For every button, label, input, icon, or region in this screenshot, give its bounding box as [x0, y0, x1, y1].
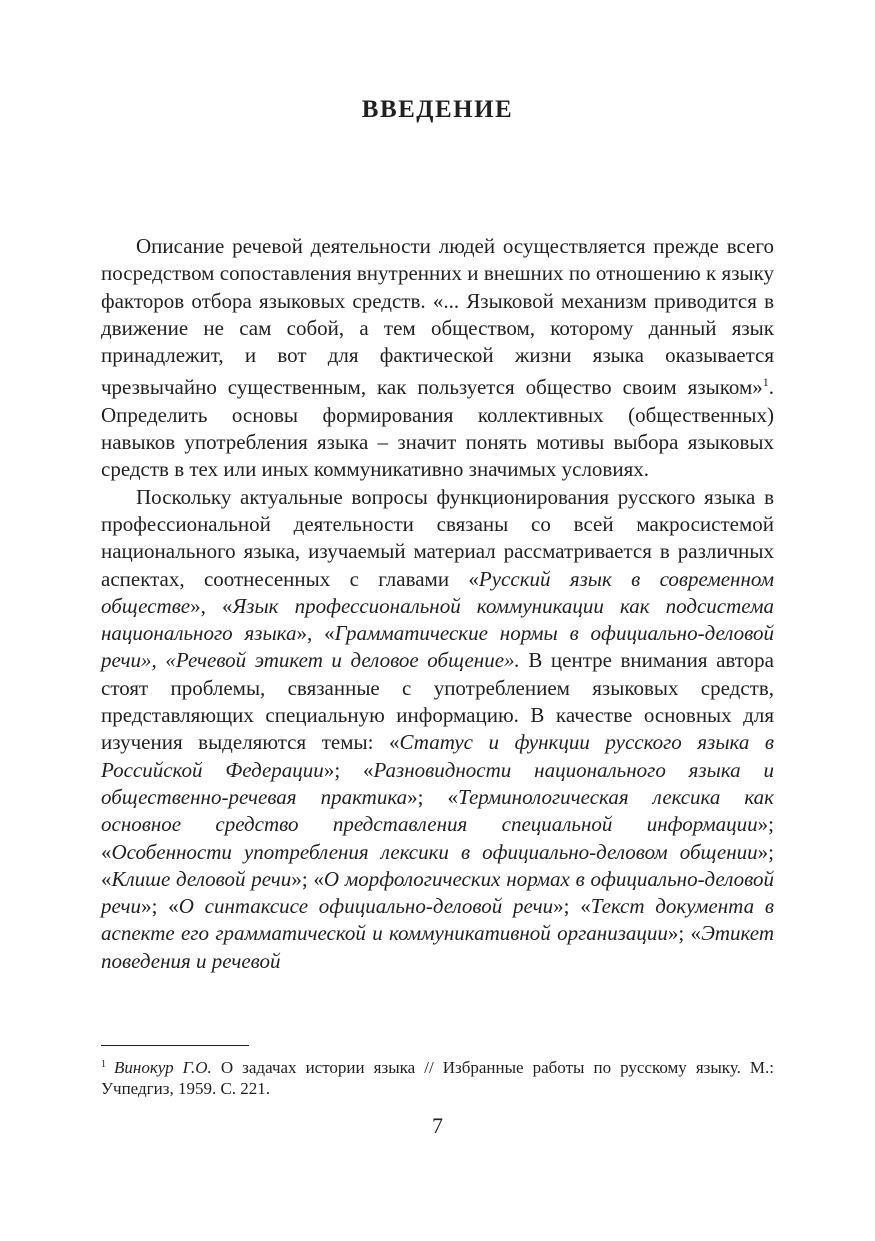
italic-topic-text: О синтаксисе официально-деловой речи — [178, 894, 554, 919]
paragraph-2-text: »; « — [291, 866, 324, 891]
footnote-divider — [101, 1045, 249, 1046]
footnote-text: О задачах истории языка // Избранные работы по русскому языку. М.: Учпедгиз, 1959. С. 221. — [101, 1058, 775, 1098]
page-number: 7 — [432, 1113, 443, 1138]
paragraph-2-text: », « — [190, 593, 233, 618]
paragraph-2-text: Поскольку актуальные вопросы функционирования русского языка в профессиональной деятельности связаны со всей макросистемой национального языка, изучаемый материал рассматривается в различных аспектах, соотнесенных с главами « — [101, 484, 774, 591]
paragraph-2-text: »; « — [101, 812, 774, 864]
italic-topic-text: Грамматические нормы в официально-деловой речи», «Речевой этикет и деловое общение». — [101, 621, 775, 673]
main-text — [101, 233, 774, 975]
italic-topic-text: Русский язык в современном обществе — [101, 566, 774, 618]
footnote — [101, 1054, 774, 1099]
italic-topic-text: Клише деловой речи — [111, 866, 292, 891]
paragraph-2-text: »; « — [141, 894, 179, 919]
italic-topic-text: Особенности употребления лексики в официально-деловом общении — [111, 839, 758, 864]
footnote-mark: 1 — [101, 1059, 106, 1070]
paragraph-2-text: »; « — [407, 784, 459, 809]
italic-topic-text: Статус и функции русского языка в Российской Федерации — [101, 730, 774, 782]
paragraph-2-text: »; « — [323, 757, 374, 782]
italic-topic-text: Текст документа в аспекте его грамматической и коммуникативной организации — [101, 894, 774, 946]
paragraph-2-text: »; « — [667, 921, 702, 946]
chapter-title: ВВЕДЕНИЕ — [361, 96, 514, 123]
italic-topic-text: Этикет поведения и речевой — [101, 921, 774, 973]
paragraph-1 — [101, 233, 774, 484]
italic-topic-text: Разновидности национального языка и общественно-речевая практика — [101, 757, 775, 809]
paragraph-1-text-continued: . Определить основы формирования коллективных (общественных) навыков употребления языка – значит понять мотивы выбора языковых средств в тех или иных коммуникативно значимых условиях. — [101, 375, 774, 482]
footnote-author: Винокур Г.О. — [114, 1058, 212, 1077]
paragraph-2-text: В центре внимания автора стоят проблемы, связанные с употреблением языковых средств, представляющих специальную информацию. В качестве основных для изучения выделяются темы: « — [101, 648, 774, 755]
paragraph-2-text: »; « — [553, 894, 591, 919]
paragraph-1-text: Описание речевой деятельности людей осуществляется прежде всего посредством сопоставления внутренних и внешних по отношению к языку факторов отбора языковых средств. «... Языковой механизм приводится в движение не сам собой, а тем обществом, которому данный язык принадлежит, и вот для фактической жизни языка оказывается чрезвычайно существенным, как пользуется общество своим языком» — [101, 234, 774, 400]
paragraph-2 — [101, 484, 774, 975]
italic-topic-text: О морфологических нормах в официально-деловой речи — [101, 866, 774, 919]
paragraph-2-text: », « — [296, 621, 335, 646]
footnote-reference: 1 — [762, 375, 769, 390]
italic-topic-text: Терминологическая лексика как основное средство представления специальной информации — [101, 784, 774, 837]
italic-topic-text: Язык профессиональной коммуникации как подсистема национального языка — [101, 593, 774, 646]
paragraph-2-text: »; « — [101, 839, 774, 891]
